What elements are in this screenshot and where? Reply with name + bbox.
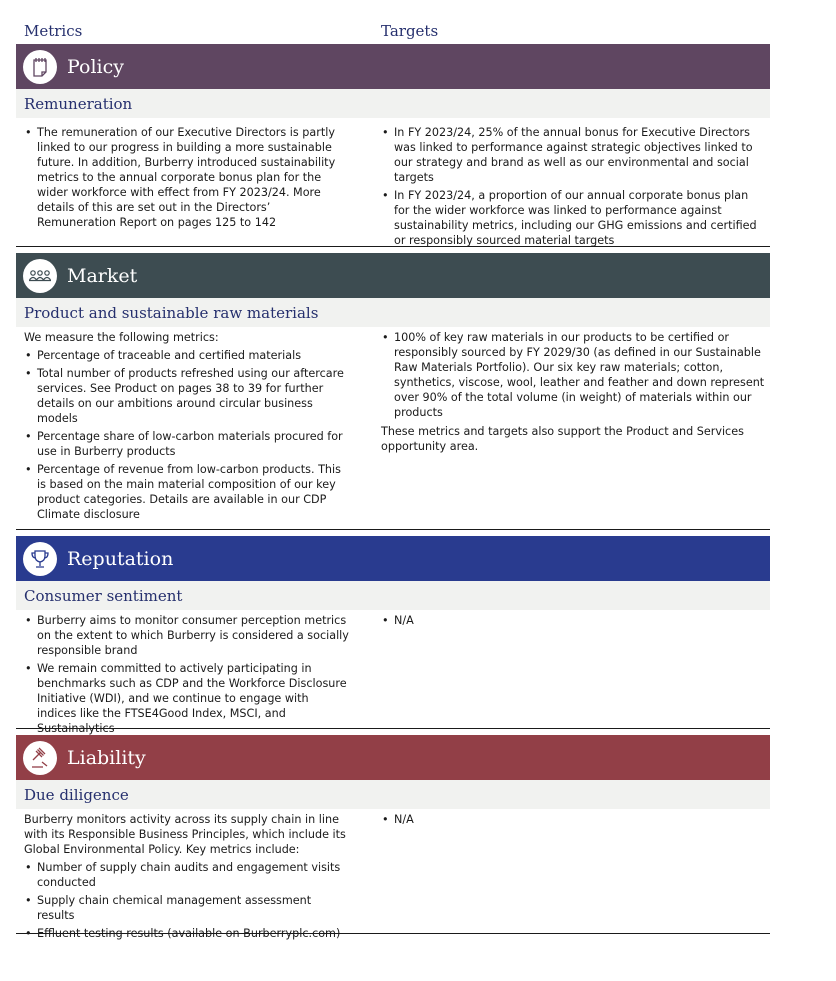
market-subtitle: Product and sustainable raw materials [16,298,770,327]
list-item: • We remain committed to actively participating in benchmarks such as CDP and the Workforce Disclosure Initiative (WDI), and we continue to engage with indices like the FTSE4Good Index, MSCI, and Sustainalytics [24,661,349,736]
list-item: • Percentage of revenue from low-carbon products. This is based on the main material composition of our key product categories. Details are available in our CDP Climate disclosure [24,462,349,522]
policy-row [16,118,770,247]
market-metrics-intro: We measure the following metrics: [24,331,219,344]
liability-row [16,809,770,940]
list-item: • Supply chain chemical management assessment results [24,893,349,923]
reputation-metrics [24,613,349,739]
list-item: • In FY 2023/24, 25% of the annual bonus for Executive Directors was linked to performance against strategic objectives linked to our strategy and brand as well as our environmental and social targets [381,125,766,185]
trophy-icon [23,542,57,576]
list-item: • The remuneration of our Executive Directors is partly linked to our progress in building a more sustainable future. In addition, Burberry introduced sustainability metrics to the annual corporate bonus plan for the wider workforce with effect from FY 2023/24. More details of this are set out in the Directors’ Remuneration Report on pages 125 to 142 [24,125,349,230]
reputation-row [16,610,770,735]
list-item: • Percentage share of low-carbon materials procured for use in Burberry products [24,429,349,459]
list-item: • 100% of key raw materials in our products to be certified or responsibly sourced by FY 2029/30 (as defined in our Sustainable Raw Materials Portfolio). Our six key raw materials; cotton, synthetics, viscose, wool, leather and feather and down represent over 90% of the total volume (in weight) of materials within our products [381,330,766,420]
list-item: • In FY 2023/24, a proportion of our annual corporate bonus plan for the wider workforce was linked to performance against sustainability metrics, including our GHG emissions and certified or responsibly sourced material targets [381,188,766,248]
liability-metrics-intro: Burberry monitors activity across its supply chain in line with its Responsible Business Principles, which include its Global Environmental Policy. Key metrics include: [24,813,346,856]
liability-title: Liability [67,746,146,769]
list-item: • Burberry aims to monitor consumer perception metrics on the extent to which Burberry is considered a socially responsible brand [24,613,349,658]
policy-subtitle: Remuneration [16,89,770,118]
market-title: Market [67,264,138,287]
liability-band [16,735,770,780]
liability-subtitle: Due diligence [16,780,770,809]
list-item: • N/A [381,613,766,628]
market-row [16,327,770,530]
policy-targets [381,125,766,251]
metrics-column-header: Metrics [24,22,83,40]
market-band [16,253,770,298]
climate-metrics-targets-table [16,0,770,940]
targets-column-header: Targets [381,22,439,40]
gavel-icon [23,741,57,775]
market-people-icon [23,259,57,293]
list-item: • N/A [381,812,766,827]
column-headers [16,0,770,44]
policy-title: Policy [67,55,124,78]
market-targets-note: These metrics and targets also support the Product and Services opportunity area. [381,425,744,453]
reputation-band [16,536,770,581]
market-targets [381,330,766,457]
market-metrics [24,330,349,525]
policy-band [16,44,770,89]
liability-metrics [24,812,349,944]
reputation-title: Reputation [67,547,174,570]
list-item: • Number of supply chain audits and engagement visits conducted [24,860,349,890]
policy-icon [23,50,57,84]
reputation-subtitle: Consumer sentiment [16,581,770,610]
list-item: • Total number of products refreshed using our aftercare services. See Product on pages 38 to 39 for further details on our ambitions around circular business models [24,366,349,426]
reputation-targets [381,613,766,631]
list-item: • Percentage of traceable and certified materials [24,348,349,363]
policy-metrics [24,125,349,233]
list-item: • Effluent testing results (available on Burberryplc.com) [24,926,349,941]
liability-targets [381,812,766,830]
